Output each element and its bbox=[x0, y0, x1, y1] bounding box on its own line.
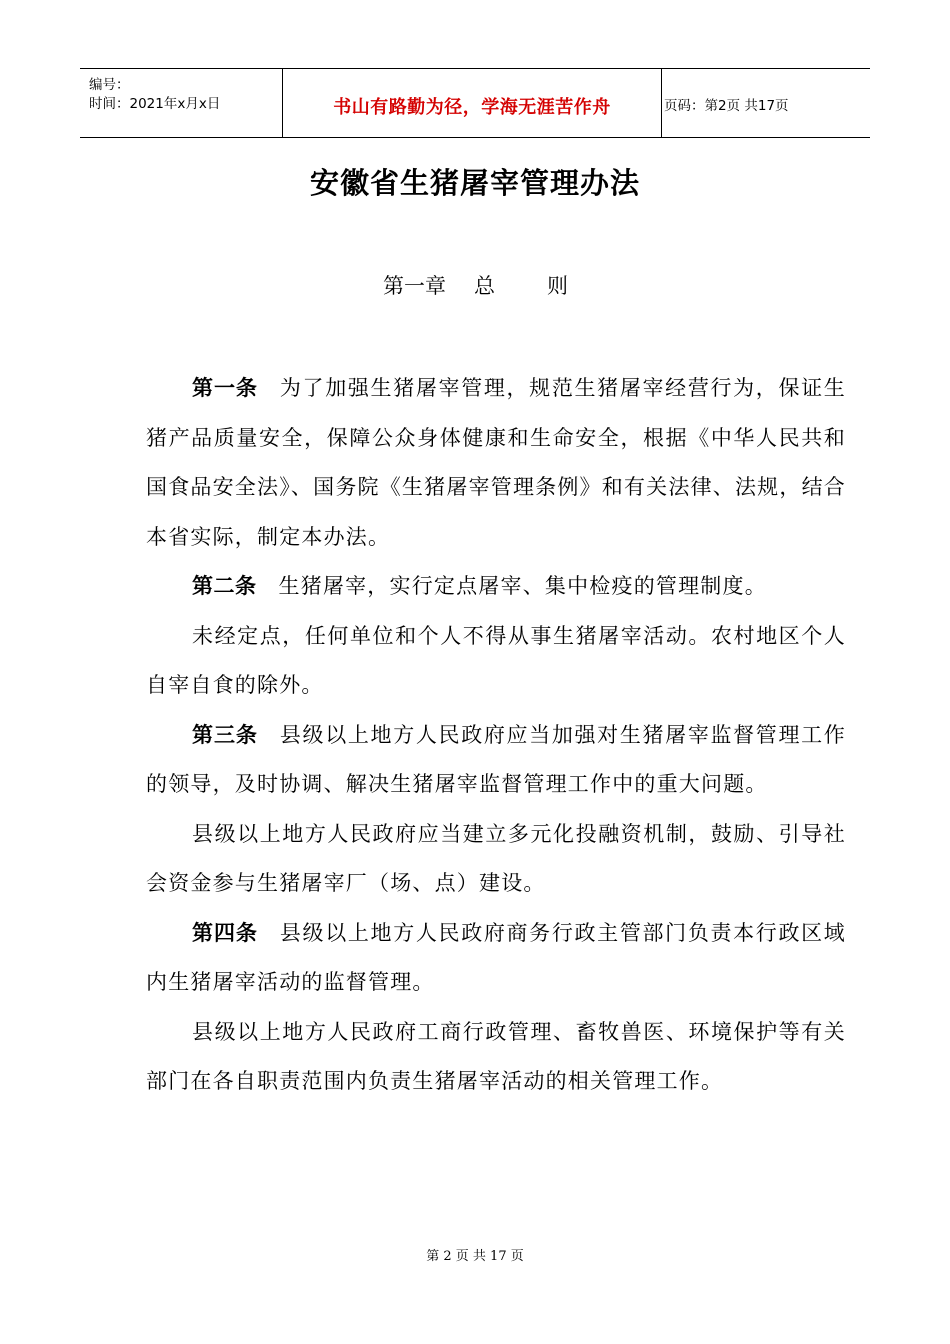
paragraph bbox=[146, 612, 846, 711]
chapter-heading bbox=[383, 270, 568, 300]
paragraph bbox=[146, 562, 846, 612]
paragraph-text: 县级以上地方人民政府商务行政主管部门负责本行政区域内生猪屠宰活动的监督管理。 bbox=[146, 920, 846, 994]
paragraph bbox=[146, 364, 846, 562]
document-title: 安徽省生猪屠宰管理办法 bbox=[309, 166, 640, 200]
time-label: 时间：2021年x月x日 bbox=[89, 96, 221, 112]
paragraph-text: 县级以上地方人民政府应当建立多元化投融资机制，鼓励、引导社会资金参与生猪屠宰厂（场、点）建设。 bbox=[146, 821, 846, 895]
paragraph bbox=[146, 1008, 846, 1107]
paragraph-text: 未经定点，任何单位和个人不得从事生猪屠宰活动。农村地区个人自宰自食的除外。 bbox=[146, 623, 846, 697]
number-label: 编号： bbox=[89, 77, 130, 93]
paragraph-text: 为了加强生猪屠宰管理，规范生猪屠宰经营行为，保证生猪产品质量安全，保障公众身体健康和生命安全，根据《中华人民共和国食品安全法》、国务院《生猪屠宰管理条例》和有关法律、法规，结合本省实际，制定本办法。 bbox=[146, 376, 846, 549]
article-label: 第一条 bbox=[192, 376, 258, 400]
article-label: 第二条 bbox=[192, 574, 257, 598]
document-body bbox=[146, 364, 846, 1107]
paragraph bbox=[146, 810, 846, 909]
page-info: 页码：第2页 共17页 bbox=[664, 98, 789, 114]
paragraph-text: 县级以上地方人民政府应当加强对生猪屠宰监督管理工作的领导，及时协调、解决生猪屠宰监督管理工作中的重大问题。 bbox=[146, 722, 846, 796]
paragraph bbox=[146, 711, 846, 810]
page-footer: 第 2 页 共 17 页 bbox=[426, 1249, 524, 1264]
paragraph bbox=[146, 909, 846, 1008]
paragraph-text: 生猪屠宰，实行定点屠宰、集中检疫的管理制度。 bbox=[278, 574, 767, 598]
article-label: 第三条 bbox=[192, 722, 258, 747]
header-middle-cell bbox=[282, 69, 662, 137]
chapter-number: 第一章 bbox=[383, 274, 446, 298]
motto-text: 书山有路勤为径，学海无涯苦作舟 bbox=[333, 97, 611, 118]
article-label: 第四条 bbox=[192, 920, 258, 945]
paragraph-text: 县级以上地方人民政府工商行政管理、畜牧兽医、环境保护等有关部门在各自职责范围内负责生猪屠宰活动的相关管理工作。 bbox=[146, 1019, 846, 1093]
chapter-word-1: 总 bbox=[474, 274, 495, 298]
header-left-cell bbox=[80, 69, 282, 137]
chapter-word-2: 则 bbox=[547, 274, 568, 298]
header-table bbox=[80, 68, 870, 138]
header-right-cell bbox=[661, 69, 870, 137]
